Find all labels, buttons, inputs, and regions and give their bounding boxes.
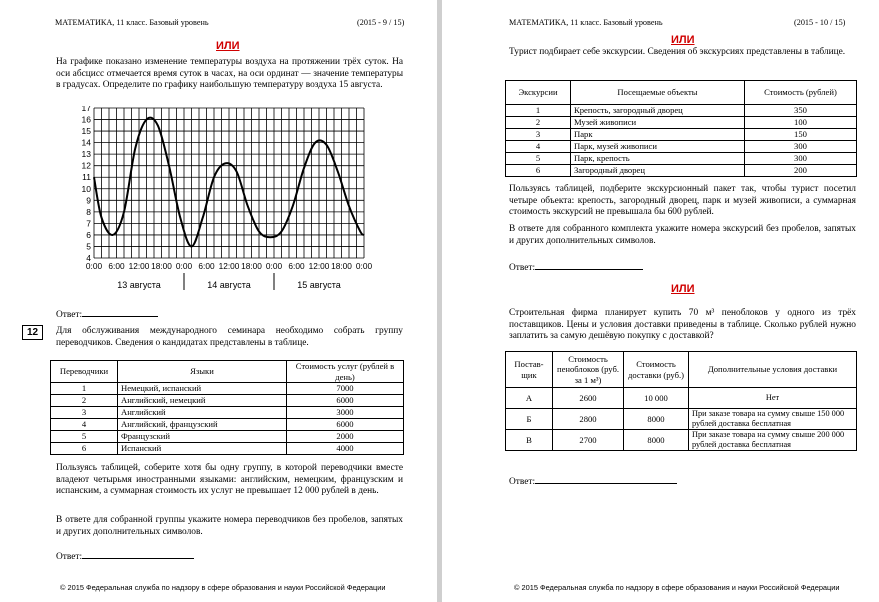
- x-tick-label: 6:00: [108, 261, 125, 271]
- x-tick-label: 0:00: [355, 261, 373, 271]
- table-row: [51, 383, 404, 395]
- y-tick-label: 5: [86, 241, 91, 252]
- x-tick-label: 0:00: [265, 261, 283, 271]
- table-cell: 3: [506, 129, 571, 141]
- table-cell: 4: [506, 141, 571, 153]
- ili-label: ИЛИ: [671, 283, 695, 295]
- table-cell: 2: [506, 117, 571, 129]
- x-tick-label: 6:00: [198, 261, 215, 271]
- table-cell: 10 000: [624, 388, 689, 409]
- table-cell: 2: [51, 395, 118, 407]
- suppliers-table: [505, 351, 857, 451]
- day-label: 13 августа: [117, 280, 161, 290]
- table-row: [506, 141, 857, 153]
- task-text: Пользуясь таблицей, подберите экскурсионный пакет так, чтобы турист посетил четыре объекта: крепость, загородный дворец, парк и музей живописи, а суммарная стоимость экскурсий не превышала бы 600 рублей.: [509, 184, 856, 218]
- x-tick-label: 12:00: [218, 261, 240, 271]
- col-header: Переводчики: [51, 361, 118, 383]
- answer-label: Ответ:: [509, 263, 536, 273]
- header-page-number: (2015 - 9 / 15): [357, 18, 405, 27]
- instruction-text: В ответе для собранного комплекта укажите номера экскурсий без пробелов, запятых и других дополнительных символов.: [509, 224, 856, 246]
- task-text: Пользуясь таблицей, соберите хотя бы одну группу, в которой переводчики вместе владеют четырьмя иностранными языками: английским, немецким, французским и испанским, а суммарная стоимость их услуг не превышает 12 000 рублей в день.: [56, 463, 403, 497]
- col-header: Языки: [118, 361, 287, 383]
- table-cell: Испанский: [118, 443, 287, 455]
- table-cell: Нет: [689, 388, 857, 409]
- col-header: Стоимость услуг (рублей в день): [287, 361, 404, 383]
- y-tick-label: 15: [81, 126, 91, 137]
- excursions-table: [505, 80, 857, 177]
- table-cell: 1: [506, 105, 571, 117]
- table-cell: Английский, французский: [118, 419, 287, 431]
- question-12-text: Для обслуживания международного семинара необходимо собрать группу переводчиков. Сведения о кандидатах представлены в таблице.: [56, 326, 403, 348]
- table-cell: Английский, немецкий: [118, 395, 287, 407]
- y-tick-label: 13: [81, 149, 91, 160]
- table-cell: 300: [745, 141, 857, 153]
- y-tick-label: 16: [81, 114, 91, 125]
- table-cell: 2700: [553, 430, 624, 451]
- col-header: Дополнительные условия доставки: [689, 352, 857, 388]
- table-row: [506, 117, 857, 129]
- table-cell: Французский: [118, 431, 287, 443]
- x-tick-label: 6:00: [288, 261, 305, 271]
- answer-line-1[interactable]: [56, 307, 158, 320]
- answer-label: Ответ:: [56, 310, 83, 320]
- footer-copyright: © 2015 Федеральная служба по надзору в сфере образования и науки Российской Федерации: [60, 583, 386, 592]
- y-tick-label: 8: [86, 206, 91, 217]
- table-cell: Немецкий, испанский: [118, 383, 287, 395]
- table-row: [51, 431, 404, 443]
- table-row: [506, 165, 857, 177]
- table-cell: Английский: [118, 407, 287, 419]
- x-tick-label: 18:00: [331, 261, 352, 271]
- col-header: Постав-щик: [506, 352, 553, 388]
- chart-question-text: На графике показано изменение температуры воздуха на протяжении трёх суток. На оси абсцисс отмечается время суток в часах, на оси ординат — значение температуры в градусах. Определите по графику наибольшую температуру воздуха 15 августа.: [56, 57, 403, 91]
- table-cell: 5: [51, 431, 118, 443]
- answer-label: Ответ:: [56, 552, 83, 562]
- excursion-question-text: Турист подбирает себе экскурсии. Сведения об экскурсиях представлены в таблице.: [509, 47, 846, 57]
- table-cell: 150: [745, 129, 857, 141]
- table-row: [51, 419, 404, 431]
- table-row: [506, 129, 857, 141]
- answer-line-1[interactable]: [509, 260, 643, 273]
- table-row: [506, 105, 857, 117]
- x-tick-label: 0:00: [175, 261, 193, 271]
- question-number: 12: [22, 325, 43, 340]
- answer-label: Ответ:: [509, 477, 536, 487]
- y-tick-label: 7: [86, 218, 91, 229]
- table-row: [51, 407, 404, 419]
- table-cell: 3000: [287, 407, 404, 419]
- table-cell: Парк, музей живописи: [571, 141, 745, 153]
- table-cell: 5: [506, 153, 571, 165]
- table-cell: Парк: [571, 129, 745, 141]
- x-tick-label: 0:00: [85, 261, 103, 271]
- answer-line-2[interactable]: [56, 549, 194, 562]
- table-cell: 4000: [287, 443, 404, 455]
- question-foam-blocks-text: Строительная фирма планирует купить 70 м³ пеноблоков у одного из трёх поставщиков. Цены и условия доставки приведены в таблице. Сколько рублей нужно заплатить за самую дешёвую покупку с доставкой?: [509, 308, 856, 342]
- ili-label: ИЛИ: [671, 34, 695, 46]
- table-cell: Б: [506, 409, 553, 430]
- table-cell: А: [506, 388, 553, 409]
- table-cell: 300: [745, 153, 857, 165]
- table-cell: 3: [51, 407, 118, 419]
- x-tick-label: 18:00: [241, 261, 262, 271]
- table-cell: При заказе товара на сумму свыше 150 000 рублей доставка бесплатная: [689, 409, 857, 430]
- table-cell: 4: [51, 419, 118, 431]
- header-title: МАТЕМАТИКА, 11 класс. Базовый уровень: [509, 18, 663, 27]
- y-tick-label: 9: [86, 195, 91, 206]
- x-tick-label: 18:00: [151, 261, 172, 271]
- col-header: Посещаемые объекты: [571, 81, 745, 105]
- table-cell: 7000: [287, 383, 404, 395]
- y-tick-label: 4: [86, 253, 91, 263]
- footer-copyright: © 2015 Федеральная служба по надзору в сфере образования и науки Российской Федерации: [514, 583, 840, 592]
- table-row: [506, 409, 857, 430]
- table-cell: 2600: [553, 388, 624, 409]
- table-cell: 2000: [287, 431, 404, 443]
- y-tick-label: 10: [81, 183, 91, 194]
- table-cell: Крепость, загородный дворец: [571, 105, 745, 117]
- table-cell: 350: [745, 105, 857, 117]
- table-cell: 8000: [624, 409, 689, 430]
- y-tick-label: 17: [81, 106, 91, 113]
- y-tick-label: 11: [82, 172, 91, 183]
- table-row: [51, 443, 404, 455]
- left-page: [0, 0, 437, 602]
- table-cell: 200: [745, 165, 857, 177]
- header-title: МАТЕМАТИКА, 11 класс. Базовый уровень: [55, 18, 209, 27]
- table-cell: 6000: [287, 419, 404, 431]
- table-row: [506, 388, 857, 409]
- table-cell: В: [506, 430, 553, 451]
- table-cell: 6: [506, 165, 571, 177]
- day-label: 15 августа: [297, 280, 341, 290]
- table-cell: Парк, крепость: [571, 153, 745, 165]
- temperature-chart: [78, 106, 388, 296]
- col-header: Стоимость пеноблоков (руб. за 1 м³): [553, 352, 624, 388]
- table-cell: 6: [51, 443, 118, 455]
- ili-label: ИЛИ: [216, 40, 240, 52]
- table-cell: 8000: [624, 430, 689, 451]
- table-row: [506, 153, 857, 165]
- y-tick-label: 6: [86, 229, 91, 240]
- table-cell: 2800: [553, 409, 624, 430]
- table-cell: 1: [51, 383, 118, 395]
- answer-line-2[interactable]: [509, 474, 677, 487]
- day-label: 14 августа: [207, 280, 251, 290]
- x-tick-label: 12:00: [128, 261, 150, 271]
- table-cell: 6000: [287, 395, 404, 407]
- header-page-number: (2015 - 10 / 15): [794, 18, 846, 27]
- table-cell: Загородный дворец: [571, 165, 745, 177]
- table-row: [506, 430, 857, 451]
- table-cell: 100: [745, 117, 857, 129]
- table-row: [51, 395, 404, 407]
- right-page: [442, 0, 879, 602]
- table-cell: Музей живописи: [571, 117, 745, 129]
- y-tick-label: 12: [81, 160, 91, 171]
- col-header: Стоимость (рублей): [745, 81, 857, 105]
- y-tick-label: 14: [81, 137, 91, 148]
- table-cell: При заказе товара на сумму свыше 200 000 рублей доставка бесплатная: [689, 430, 857, 451]
- instruction-text: В ответе для собранной группы укажите номера переводчиков без пробелов, запятых и других дополнительных символов.: [56, 515, 403, 537]
- col-header: Стоимость доставки (руб.): [624, 352, 689, 388]
- translators-table: [50, 360, 404, 455]
- x-tick-label: 12:00: [308, 261, 330, 271]
- col-header: Экскурсии: [506, 81, 571, 105]
